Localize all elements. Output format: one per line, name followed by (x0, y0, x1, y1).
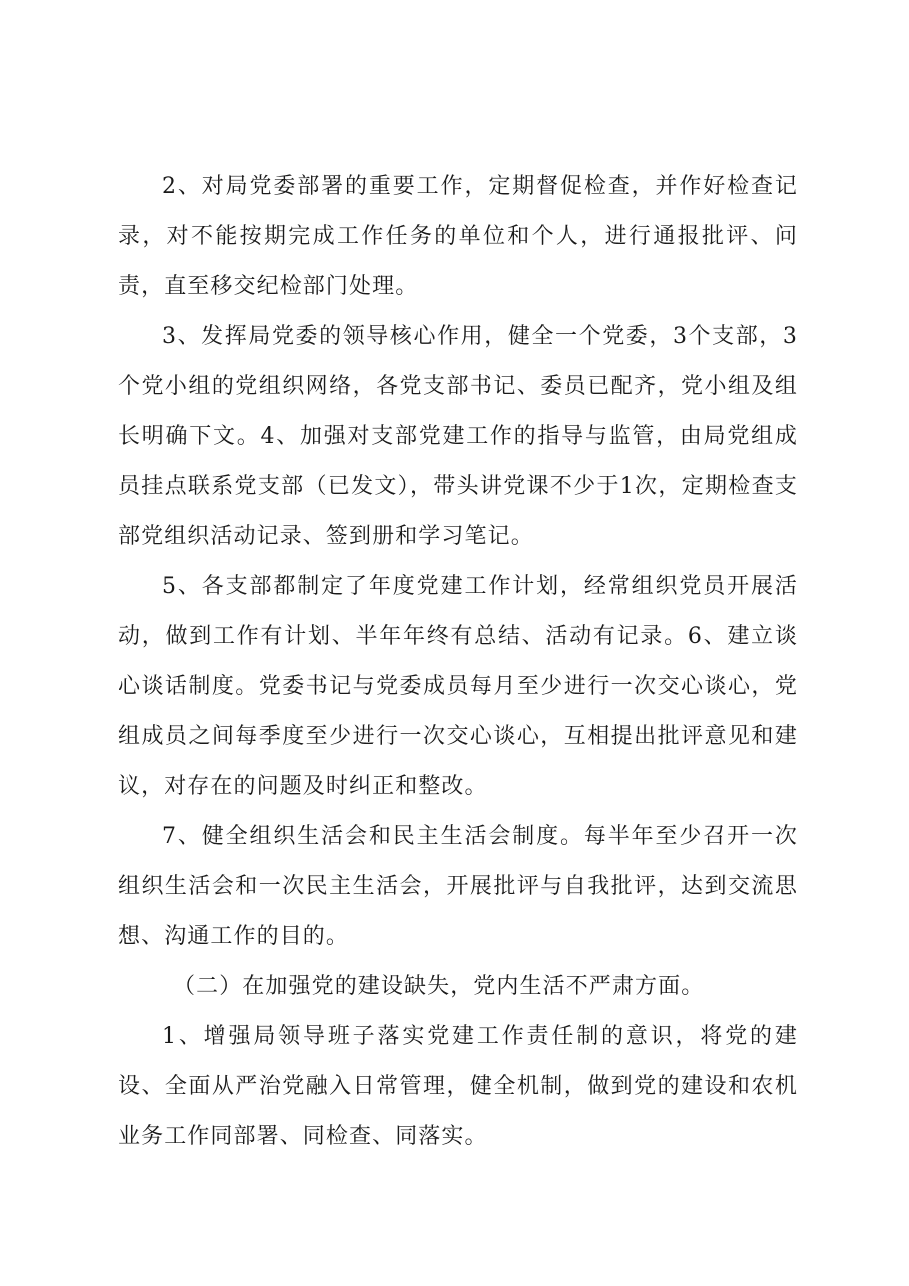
paragraph-item-7: 7、健全组织生活会和民主生活会制度。每半年至少召开一次组织生活会和一次民主生活会，开展批评与自我批评，达到交流思想、沟通工作的目的。 (118, 824, 798, 949)
document-body (118, 162, 798, 1162)
paragraph-items-3-4: 3、发挥局党委的领导核心作用，健全一个党委，3个支部，3个党小组的党组织网络，各党支部书记、委员已配齐，党小组及组长明确下文。4、加强对支部党建工作的指导与监管，由局党组成员挂点联系党支部（已发文），带头讲党课不少于1次，定期检查支部党组织活动记录、签到册和学习笔记。 (118, 324, 798, 549)
paragraph-items-5-6: 5、各支部都制定了年度党建工作计划，经常组织党员开展活动，做到工作有计划、半年年终有总结、活动有记录。6、建立谈心谈话制度。党委书记与党委成员每月至少进行一次交心谈心，党组成员之间每季度至少进行一次交心谈心，互相提出批评意见和建议，对存在的问题及时纠正和整改。 (118, 574, 798, 799)
paragraph-item-1: 1、增强局领导班子落实党建工作责任制的意识，将党的建设、全面从严治党融入日常管理，健全机制，做到党的建设和农机业务工作同部署、同检查、同落实。 (118, 1024, 798, 1149)
section-heading-2: （二）在加强党的建设缺失，党内生活不严肃方面。 (173, 974, 705, 999)
paragraph-item-2: 2、对局党委部署的重要工作，定期督促检查，并作好检查记录，对不能按期完成工作任务的单位和个人，进行通报批评、问责，直至移交纪检部门处理。 (118, 174, 798, 299)
